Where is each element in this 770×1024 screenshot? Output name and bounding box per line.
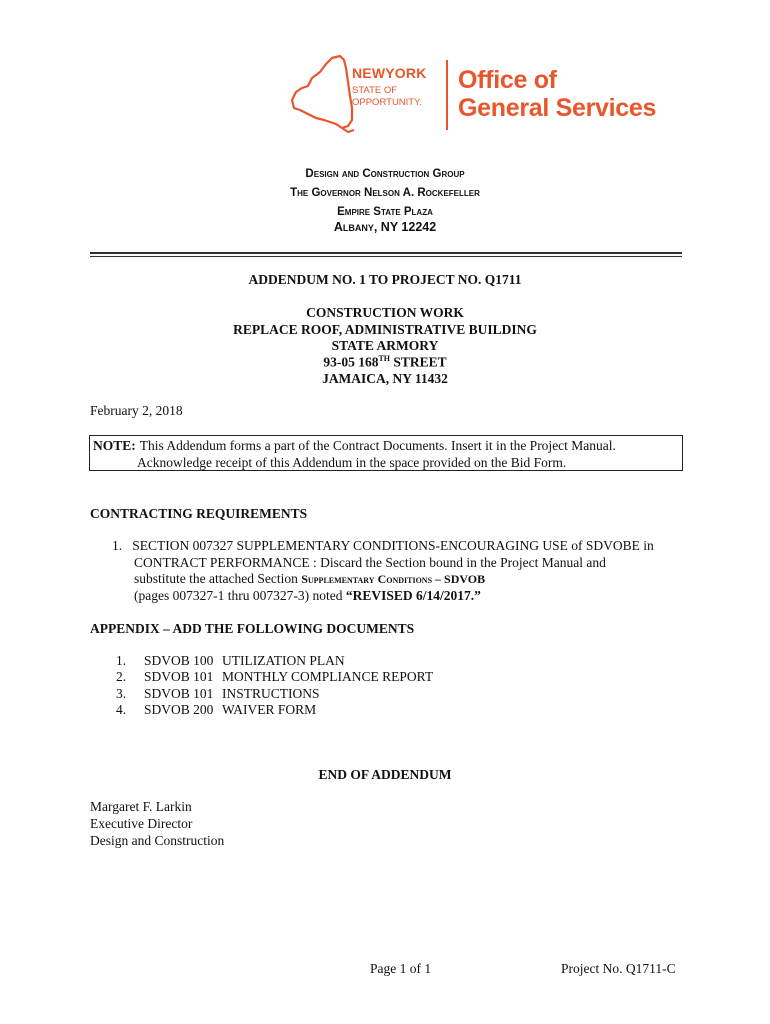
contracting-item-line-2: CONTRACT PERFORMANCE : Discard the Section bound in the Project Manual and xyxy=(134,555,606,570)
addendum-work: CONSTRUCTION WORK xyxy=(306,305,464,320)
appendix-item-desc: INSTRUCTIONS xyxy=(222,686,320,701)
ogs-logo xyxy=(286,48,676,138)
appendix-item-number: 3. xyxy=(116,686,127,701)
addendum-city: JAMAICA, NY 11432 xyxy=(322,371,448,386)
contracting-heading: CONTRACTING REQUIREMENTS xyxy=(90,506,308,521)
signature-dept: Design and Construction xyxy=(90,833,225,848)
appendix-heading: APPENDIX – ADD THE FOLLOWING DOCUMENTS xyxy=(90,621,415,636)
footer-page-number: Page 1 of 1 xyxy=(370,961,432,976)
appendix-item-code: SDVOB 101 xyxy=(144,669,214,684)
logo-divider xyxy=(446,60,448,130)
contracting-item-line-1: 1. SECTION 007327 SUPPLEMENTARY CONDITIONS-ENCOURAGING USE of SDVOBE in xyxy=(112,538,654,553)
signature-name: Margaret F. Larkin xyxy=(90,799,192,814)
addendum-project: REPLACE ROOF, ADMINISTRATIVE BUILDING xyxy=(233,322,537,337)
logo-office-of-text: Office of xyxy=(458,66,557,94)
logo-newyork-text: NEWYORK xyxy=(352,65,427,81)
appendix-item-desc: WAIVER FORM xyxy=(222,702,317,717)
contracting-item-line-3: substitute the attached Section Supplementary Conditions – SDVOB xyxy=(134,571,486,586)
header-city: Albany, NY 12242 xyxy=(333,220,437,234)
appendix-item-desc: MONTHLY COMPLIANCE REPORT xyxy=(222,669,434,684)
note-line-2: Acknowledge receipt of this Addendum in the space provided on the Bid Form. xyxy=(137,455,567,470)
addendum-street: 93-05 168TH STREET xyxy=(323,354,447,370)
addendum-facility: STATE ARMORY xyxy=(331,338,439,353)
appendix-item-number: 4. xyxy=(116,702,127,717)
appendix-item-code: SDVOB 100 xyxy=(144,653,214,668)
footer-project-number: Project No. Q1711-C xyxy=(561,961,676,976)
appendix-item-number: 1. xyxy=(116,653,127,668)
header-rule-thick xyxy=(90,252,682,254)
note-line-1: NOTE: This Addendum forms a part of the Contract Documents. Insert it in the Project Manual. xyxy=(93,438,616,453)
contracting-item-line-4: (pages 007327-1 thru 007327-3) noted “REVISED 6/14/2017.” xyxy=(134,588,481,603)
appendix-item-desc: UTILIZATION PLAN xyxy=(222,653,345,668)
appendix-item-code: SDVOB 101 xyxy=(144,686,214,701)
header-governor: The Governor Nelson A. Rockefeller xyxy=(290,187,480,199)
signature-title: Executive Director xyxy=(90,816,193,831)
note-box xyxy=(89,435,683,471)
header-group: Design and Construction Group xyxy=(305,168,465,180)
end-of-addendum: END OF ADDENDUM xyxy=(318,767,452,782)
document-date: February 2, 2018 xyxy=(90,403,183,418)
addendum-title: ADDENDUM NO. 1 TO PROJECT NO. Q1711 xyxy=(248,272,522,287)
new-york-state-shape-icon xyxy=(286,48,356,138)
header-plaza: Empire State Plaza xyxy=(337,206,433,218)
logo-general-services-text: General Services xyxy=(458,94,657,122)
appendix-item-number: 2. xyxy=(116,669,127,684)
appendix-item-code: SDVOB 200 xyxy=(144,702,214,717)
header-rule-thin xyxy=(90,256,682,257)
logo-opportunity-text: OPPORTUNITY. xyxy=(352,97,422,108)
logo-stateof-text: STATE OF xyxy=(352,85,398,96)
